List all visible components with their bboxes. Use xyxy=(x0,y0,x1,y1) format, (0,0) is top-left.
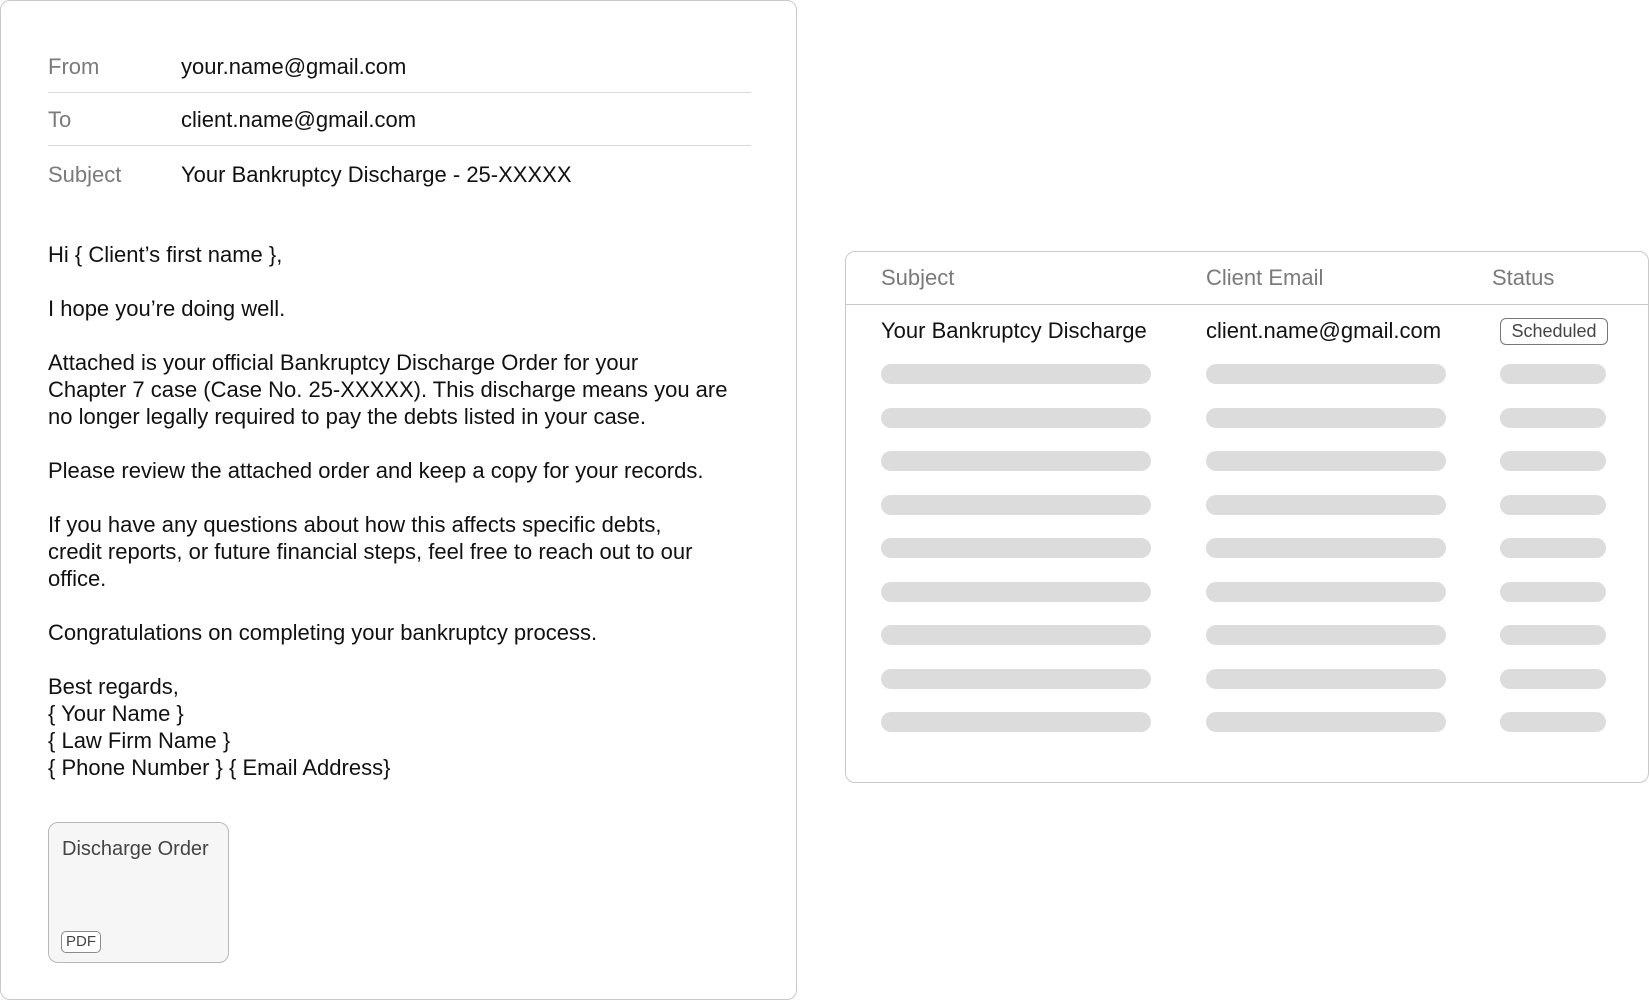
placeholder-status xyxy=(1500,669,1606,689)
attachment-card[interactable] xyxy=(48,822,229,963)
subject-field[interactable]: Your Bankruptcy Discharge - 25-XXXXX xyxy=(181,162,572,187)
to-field[interactable]: client.name@gmail.com xyxy=(181,106,417,132)
pdf-badge: PDF xyxy=(61,931,101,953)
email-body[interactable] xyxy=(48,241,753,808)
questions-paragraph: If you have any questions about how this affects specific debts, credit reports, or future financial steps, feel free to reach out to our office. xyxy=(48,512,693,591)
placeholder-client-email xyxy=(1206,364,1446,384)
placeholder-client-email xyxy=(1206,625,1446,645)
placeholder-status xyxy=(1500,451,1606,471)
to-row xyxy=(48,94,751,146)
scheduled-emails-table xyxy=(845,251,1649,783)
placeholder-client-email xyxy=(1206,712,1446,732)
placeholder-subject xyxy=(881,669,1151,689)
placeholder-subject xyxy=(881,712,1151,732)
attached-paragraph: Attached is your official Bankruptcy Discharge Order for your Chapter 7 case (Case No. 25-XXXXX). This discharge means you are no longer legally required to pay the debts listed in your case. xyxy=(48,350,728,429)
placeholder-subject xyxy=(881,538,1151,558)
placeholder-client-email xyxy=(1206,582,1446,602)
row-subject: Your Bankruptcy Discharge xyxy=(881,318,1147,343)
placeholder-client-email xyxy=(1206,495,1446,515)
placeholder-client-email xyxy=(1206,538,1446,558)
to-label: To xyxy=(48,106,72,132)
placeholder-client-email xyxy=(1206,669,1446,689)
congrats-paragraph: Congratulations on completing your bankruptcy process. xyxy=(48,620,598,645)
placeholder-subject xyxy=(881,451,1151,471)
subject-label: Subject xyxy=(48,162,122,187)
placeholder-status xyxy=(1500,625,1606,645)
from-field[interactable]: your.name@gmail.com xyxy=(181,53,407,79)
placeholder-status xyxy=(1500,495,1606,515)
placeholder-status xyxy=(1500,538,1606,558)
from-row xyxy=(48,41,751,93)
greeting: Hi { Client’s first name }, xyxy=(48,242,283,267)
column-header-status: Status xyxy=(1492,265,1555,290)
email-preview-card xyxy=(0,0,797,1000)
placeholder-client-email xyxy=(1206,408,1446,428)
from-label: From xyxy=(48,53,100,79)
row-client-email: client.name@gmail.com xyxy=(1206,318,1442,343)
column-header-subject: Subject xyxy=(881,265,955,290)
status-badge: Scheduled xyxy=(1500,318,1608,345)
placeholder-status xyxy=(1500,408,1606,428)
subject-row xyxy=(48,149,751,201)
placeholder-status xyxy=(1500,712,1606,732)
placeholder-subject xyxy=(881,495,1151,515)
review-paragraph: Please review the attached order and keep a copy for your records. xyxy=(48,458,704,483)
signature: Best regards, { Your Name } { Law Firm Name } { Phone Number } { Email Address} xyxy=(48,674,391,780)
placeholder-client-email xyxy=(1206,451,1446,471)
placeholder-subject xyxy=(881,625,1151,645)
placeholder-status xyxy=(1500,582,1606,602)
intro-paragraph: I hope you’re doing well. xyxy=(48,296,286,321)
column-header-client-email: Client Email xyxy=(1206,265,1324,290)
placeholder-status xyxy=(1500,364,1606,384)
placeholder-subject xyxy=(881,582,1151,602)
table-header xyxy=(846,252,1648,305)
placeholder-subject xyxy=(881,408,1151,428)
attachment-title: Discharge Order xyxy=(62,838,209,860)
placeholder-subject xyxy=(881,364,1151,384)
